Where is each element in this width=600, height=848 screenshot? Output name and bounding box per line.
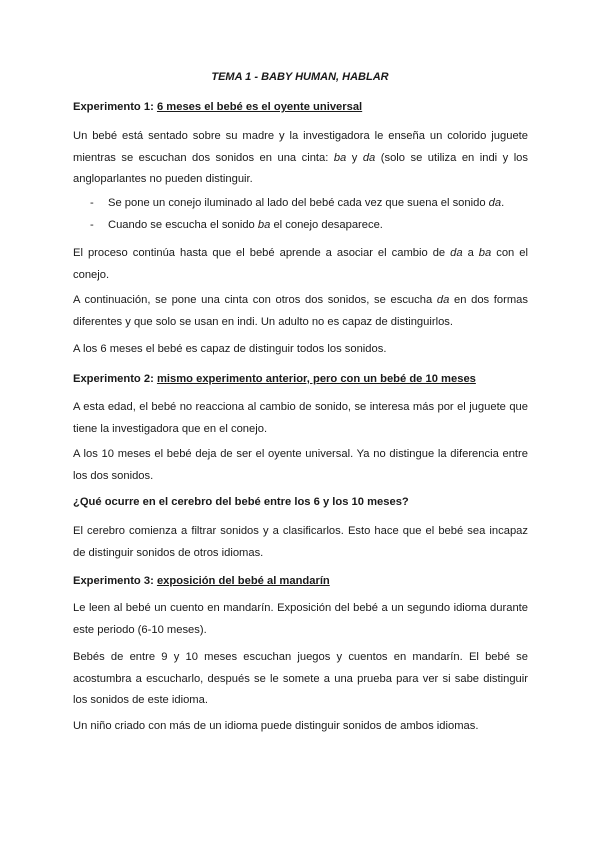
experiment-1-heading: Experimento 1: 6 meses el bebé es el oyente universal <box>73 101 363 113</box>
document-title: TEMA 1 - BABY HUMAN, HABLAR <box>211 71 389 83</box>
experiment-1-bullet-list <box>90 193 530 236</box>
experiment-3-paragraph-1: Le leen al bebé un cuento en mandarín. Exposición del bebé a un segundo idioma durante este periodo (6-10 meses). <box>73 602 528 636</box>
experiment-2-label: Experimento 2: <box>73 373 157 385</box>
experiment-3-paragraph-3: Un niño criado con más de un idioma puede distinguir sonidos de ambos idiomas. <box>73 720 479 732</box>
experiment-1-paragraph-1: Un bebé está sentado sobre su madre y la investigadora le enseña un colorido juguete mientras se escuchan dos sonidos en una cinta: ba y da (solo se utiliza en indi y los angloparlantes no pueden distinguir. <box>73 130 529 185</box>
question-paragraph: El cerebro comienza a filtrar sonidos y a clasificarlos. Esto hace que el bebé sea incapaz de distinguir sonidos de otros idiomas. <box>73 525 528 559</box>
experiment-3-paragraph-2: Bebés de entre 9 y 10 meses escuchan juegos y cuentos en mandarín. El bebé se acostumbra a escucharlo, después se le somete a una prueba para ver si sabe distinguir los sonidos de este idioma. <box>73 651 528 706</box>
list-item: - Se pone un conejo iluminado al lado del bebé cada vez que suena el sonido da. <box>90 193 530 215</box>
list-item: - Cuando se escucha el sonido ba el conejo desaparece. <box>90 215 530 237</box>
experiment-1-paragraph-2: El proceso continúa hasta que el bebé aprende a asociar el cambio de da a ba con el conejo. <box>73 247 528 281</box>
experiment-3-heading <box>73 571 528 593</box>
experiment-1-paragraph-3: A continuación, se pone una cinta con otros dos sonidos, se escucha da en dos formas diferentes y que solo se usan en indi. Un adulto no es capaz de distinguirlos. <box>73 294 528 328</box>
experiment-2-paragraph-2: A los 10 meses el bebé deja de ser el oyente universal. Ya no distingue la diferencia entre los dos sonidos. <box>73 448 528 482</box>
experiment-3-label: Experimento 3: <box>73 575 157 587</box>
experiment-2-paragraph-1: A esta edad, el bebé no reacciona al cambio de sonido, se interesa más por el juguete que tiene la investigadora que en el conejo. <box>73 401 528 435</box>
experiment-1-topic: 6 meses el bebé es el oyente universal <box>156 101 363 113</box>
question-heading: ¿Qué ocurre en el cerebro del bebé entre los 6 y los 10 meses? <box>73 496 409 508</box>
experiment-3-topic: exposición del bebé al mandarín <box>156 575 330 587</box>
experiment-2-topic: mismo experimento anterior, pero con un bebé de 10 meses <box>156 373 476 385</box>
experiment-1-paragraph-4: A los 6 meses el bebé es capaz de distinguir todos los sonidos. <box>73 343 387 355</box>
experiment-1-label: Experimento 1 <box>73 101 151 113</box>
experiment-2-heading <box>73 369 528 391</box>
